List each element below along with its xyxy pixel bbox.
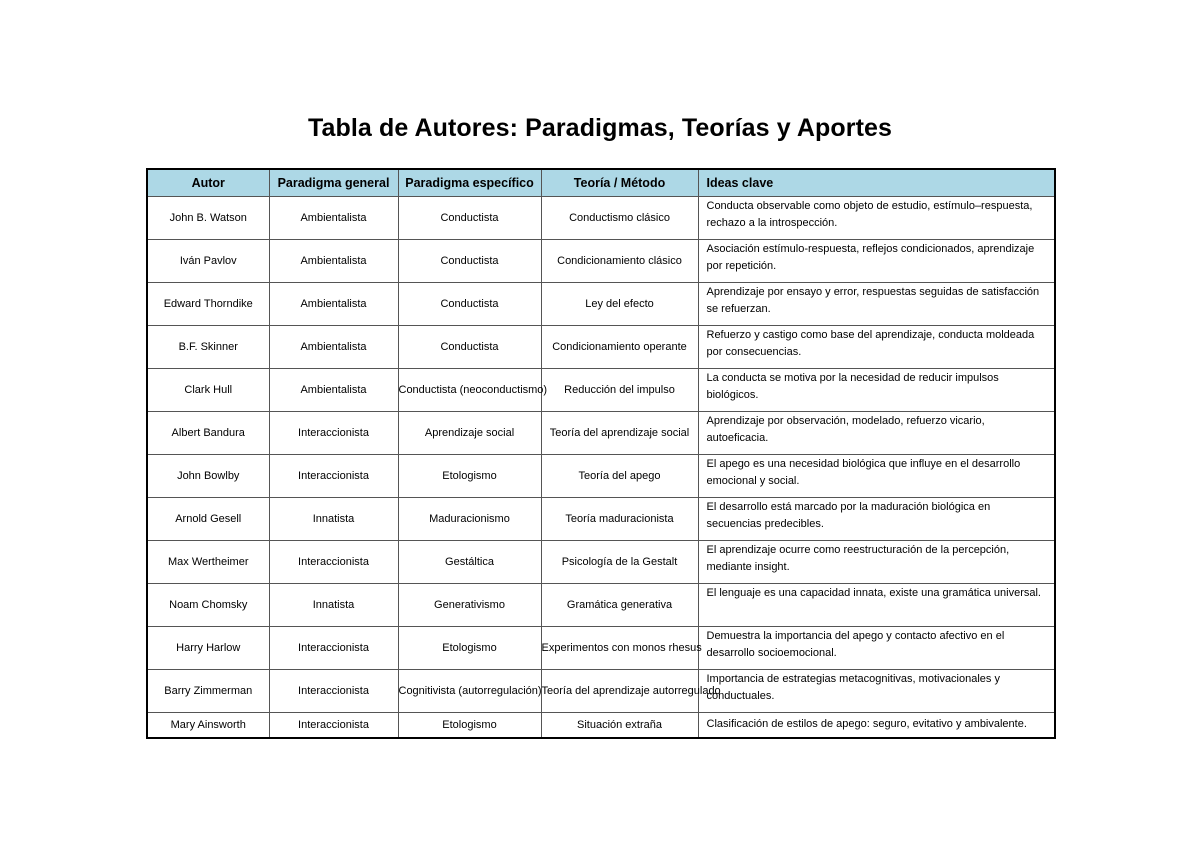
- cell-paradigma-especifico: Gestáltica: [398, 540, 541, 583]
- cell-paradigma-general: Ambientalista: [269, 196, 398, 239]
- table-row: [147, 368, 1055, 411]
- table-row: [147, 454, 1055, 497]
- header-autor: Autor: [147, 169, 269, 196]
- cell-autor: Albert Bandura: [147, 411, 269, 454]
- header-ideas-clave: Ideas clave: [698, 169, 1055, 196]
- cell-paradigma-especifico: Conductista: [398, 282, 541, 325]
- cell-teoria-metodo: Teoría del apego: [541, 454, 698, 497]
- table-row: [147, 325, 1055, 368]
- cell-paradigma-general: Interaccionista: [269, 540, 398, 583]
- cell-ideas-clave: Aprendizaje por ensayo y error, respuestas seguidas de satisfacción se refuerzan.: [698, 282, 1055, 325]
- cell-teoria-metodo: Teoría del aprendizaje autorregulado: [541, 669, 698, 712]
- table-row: [147, 239, 1055, 282]
- cell-paradigma-general: Interaccionista: [269, 411, 398, 454]
- cell-paradigma-general: Interaccionista: [269, 626, 398, 669]
- cell-teoria-metodo: Teoría del aprendizaje social: [541, 411, 698, 454]
- cell-paradigma-especifico: Conductista: [398, 196, 541, 239]
- cell-autor: Noam Chomsky: [147, 583, 269, 626]
- cell-autor: John B. Watson: [147, 196, 269, 239]
- table-header-row: [147, 169, 1055, 196]
- cell-paradigma-general: Innatista: [269, 583, 398, 626]
- cell-paradigma-general: Interaccionista: [269, 669, 398, 712]
- cell-paradigma-especifico: Conductista: [398, 325, 541, 368]
- cell-autor: Arnold Gesell: [147, 497, 269, 540]
- cell-autor: Harry Harlow: [147, 626, 269, 669]
- cell-ideas-clave: Conducta observable como objeto de estudio, estímulo–respuesta, rechazo a la introspección.: [698, 196, 1055, 239]
- cell-autor: Clark Hull: [147, 368, 269, 411]
- table-row: [147, 583, 1055, 626]
- cell-paradigma-general: Ambientalista: [269, 239, 398, 282]
- header-teoria-metodo: Teoría / Método: [541, 169, 698, 196]
- cell-paradigma-especifico: Conductista: [398, 239, 541, 282]
- cell-teoria-metodo: Gramática generativa: [541, 583, 698, 626]
- table-body: [147, 196, 1055, 738]
- cell-teoria-metodo: Experimentos con monos rhesus: [541, 626, 698, 669]
- cell-autor: Iván Pavlov: [147, 239, 269, 282]
- cell-paradigma-especifico: Etologismo: [398, 712, 541, 738]
- cell-teoria-metodo: Situación extraña: [541, 712, 698, 738]
- cell-ideas-clave: La conducta se motiva por la necesidad de reducir impulsos biológicos.: [698, 368, 1055, 411]
- cell-autor: Barry Zimmerman: [147, 669, 269, 712]
- cell-paradigma-general: Interaccionista: [269, 454, 398, 497]
- cell-ideas-clave: Demuestra la importancia del apego y contacto afectivo en el desarrollo socioemocional.: [698, 626, 1055, 669]
- cell-paradigma-general: Ambientalista: [269, 325, 398, 368]
- cell-teoria-metodo: Ley del efecto: [541, 282, 698, 325]
- cell-paradigma-especifico: Etologismo: [398, 454, 541, 497]
- cell-autor: Edward Thorndike: [147, 282, 269, 325]
- header-paradigma-general: Paradigma general: [269, 169, 398, 196]
- table-row: [147, 669, 1055, 712]
- authors-table: [146, 168, 1056, 739]
- cell-paradigma-especifico: Conductista (neoconductismo): [398, 368, 541, 411]
- cell-autor: Mary Ainsworth: [147, 712, 269, 738]
- cell-ideas-clave: Asociación estímulo-respuesta, reflejos condicionados, aprendizaje por repetición.: [698, 239, 1055, 282]
- cell-ideas-clave: Aprendizaje por observación, modelado, refuerzo vicario, autoeficacia.: [698, 411, 1055, 454]
- cell-ideas-clave: El apego es una necesidad biológica que influye en el desarrollo emocional y social.: [698, 454, 1055, 497]
- cell-ideas-clave: El lenguaje es una capacidad innata, existe una gramática universal.: [698, 583, 1055, 626]
- cell-ideas-clave: Clasificación de estilos de apego: seguro, evitativo y ambivalente.: [698, 712, 1055, 738]
- cell-teoria-metodo: Conductismo clásico: [541, 196, 698, 239]
- cell-teoria-metodo: Reducción del impulso: [541, 368, 698, 411]
- cell-ideas-clave: El desarrollo está marcado por la maduración biológica en secuencias predecibles.: [698, 497, 1055, 540]
- cell-paradigma-general: Interaccionista: [269, 712, 398, 738]
- cell-autor: B.F. Skinner: [147, 325, 269, 368]
- page-title: Tabla de Autores: Paradigmas, Teorías y Aportes: [307, 114, 893, 142]
- cell-autor: John Bowlby: [147, 454, 269, 497]
- table-row: [147, 497, 1055, 540]
- cell-teoria-metodo: Teoría maduracionista: [541, 497, 698, 540]
- cell-teoria-metodo: Psicología de la Gestalt: [541, 540, 698, 583]
- cell-paradigma-especifico: Maduracionismo: [398, 497, 541, 540]
- cell-paradigma-especifico: Etologismo: [398, 626, 541, 669]
- cell-paradigma-general: Innatista: [269, 497, 398, 540]
- cell-paradigma-general: Ambientalista: [269, 368, 398, 411]
- cell-ideas-clave: Importancia de estrategias metacognitivas, motivacionales y conductuales.: [698, 669, 1055, 712]
- table-row: [147, 712, 1055, 738]
- cell-teoria-metodo: Condicionamiento clásico: [541, 239, 698, 282]
- cell-ideas-clave: El aprendizaje ocurre como reestructuración de la percepción, mediante insight.: [698, 540, 1055, 583]
- cell-paradigma-especifico: Cognitivista (autorregulación): [398, 669, 541, 712]
- table-row: [147, 411, 1055, 454]
- cell-paradigma-general: Ambientalista: [269, 282, 398, 325]
- cell-teoria-metodo: Condicionamiento operante: [541, 325, 698, 368]
- cell-paradigma-especifico: Aprendizaje social: [398, 411, 541, 454]
- table-row: [147, 540, 1055, 583]
- table-row: [147, 196, 1055, 239]
- cell-autor: Max Wertheimer: [147, 540, 269, 583]
- header-paradigma-especifico: Paradigma específico: [398, 169, 541, 196]
- cell-paradigma-especifico: Generativismo: [398, 583, 541, 626]
- cell-ideas-clave: Refuerzo y castigo como base del aprendizaje, conducta moldeada por consecuencias.: [698, 325, 1055, 368]
- table-row: [147, 626, 1055, 669]
- table-row: [147, 282, 1055, 325]
